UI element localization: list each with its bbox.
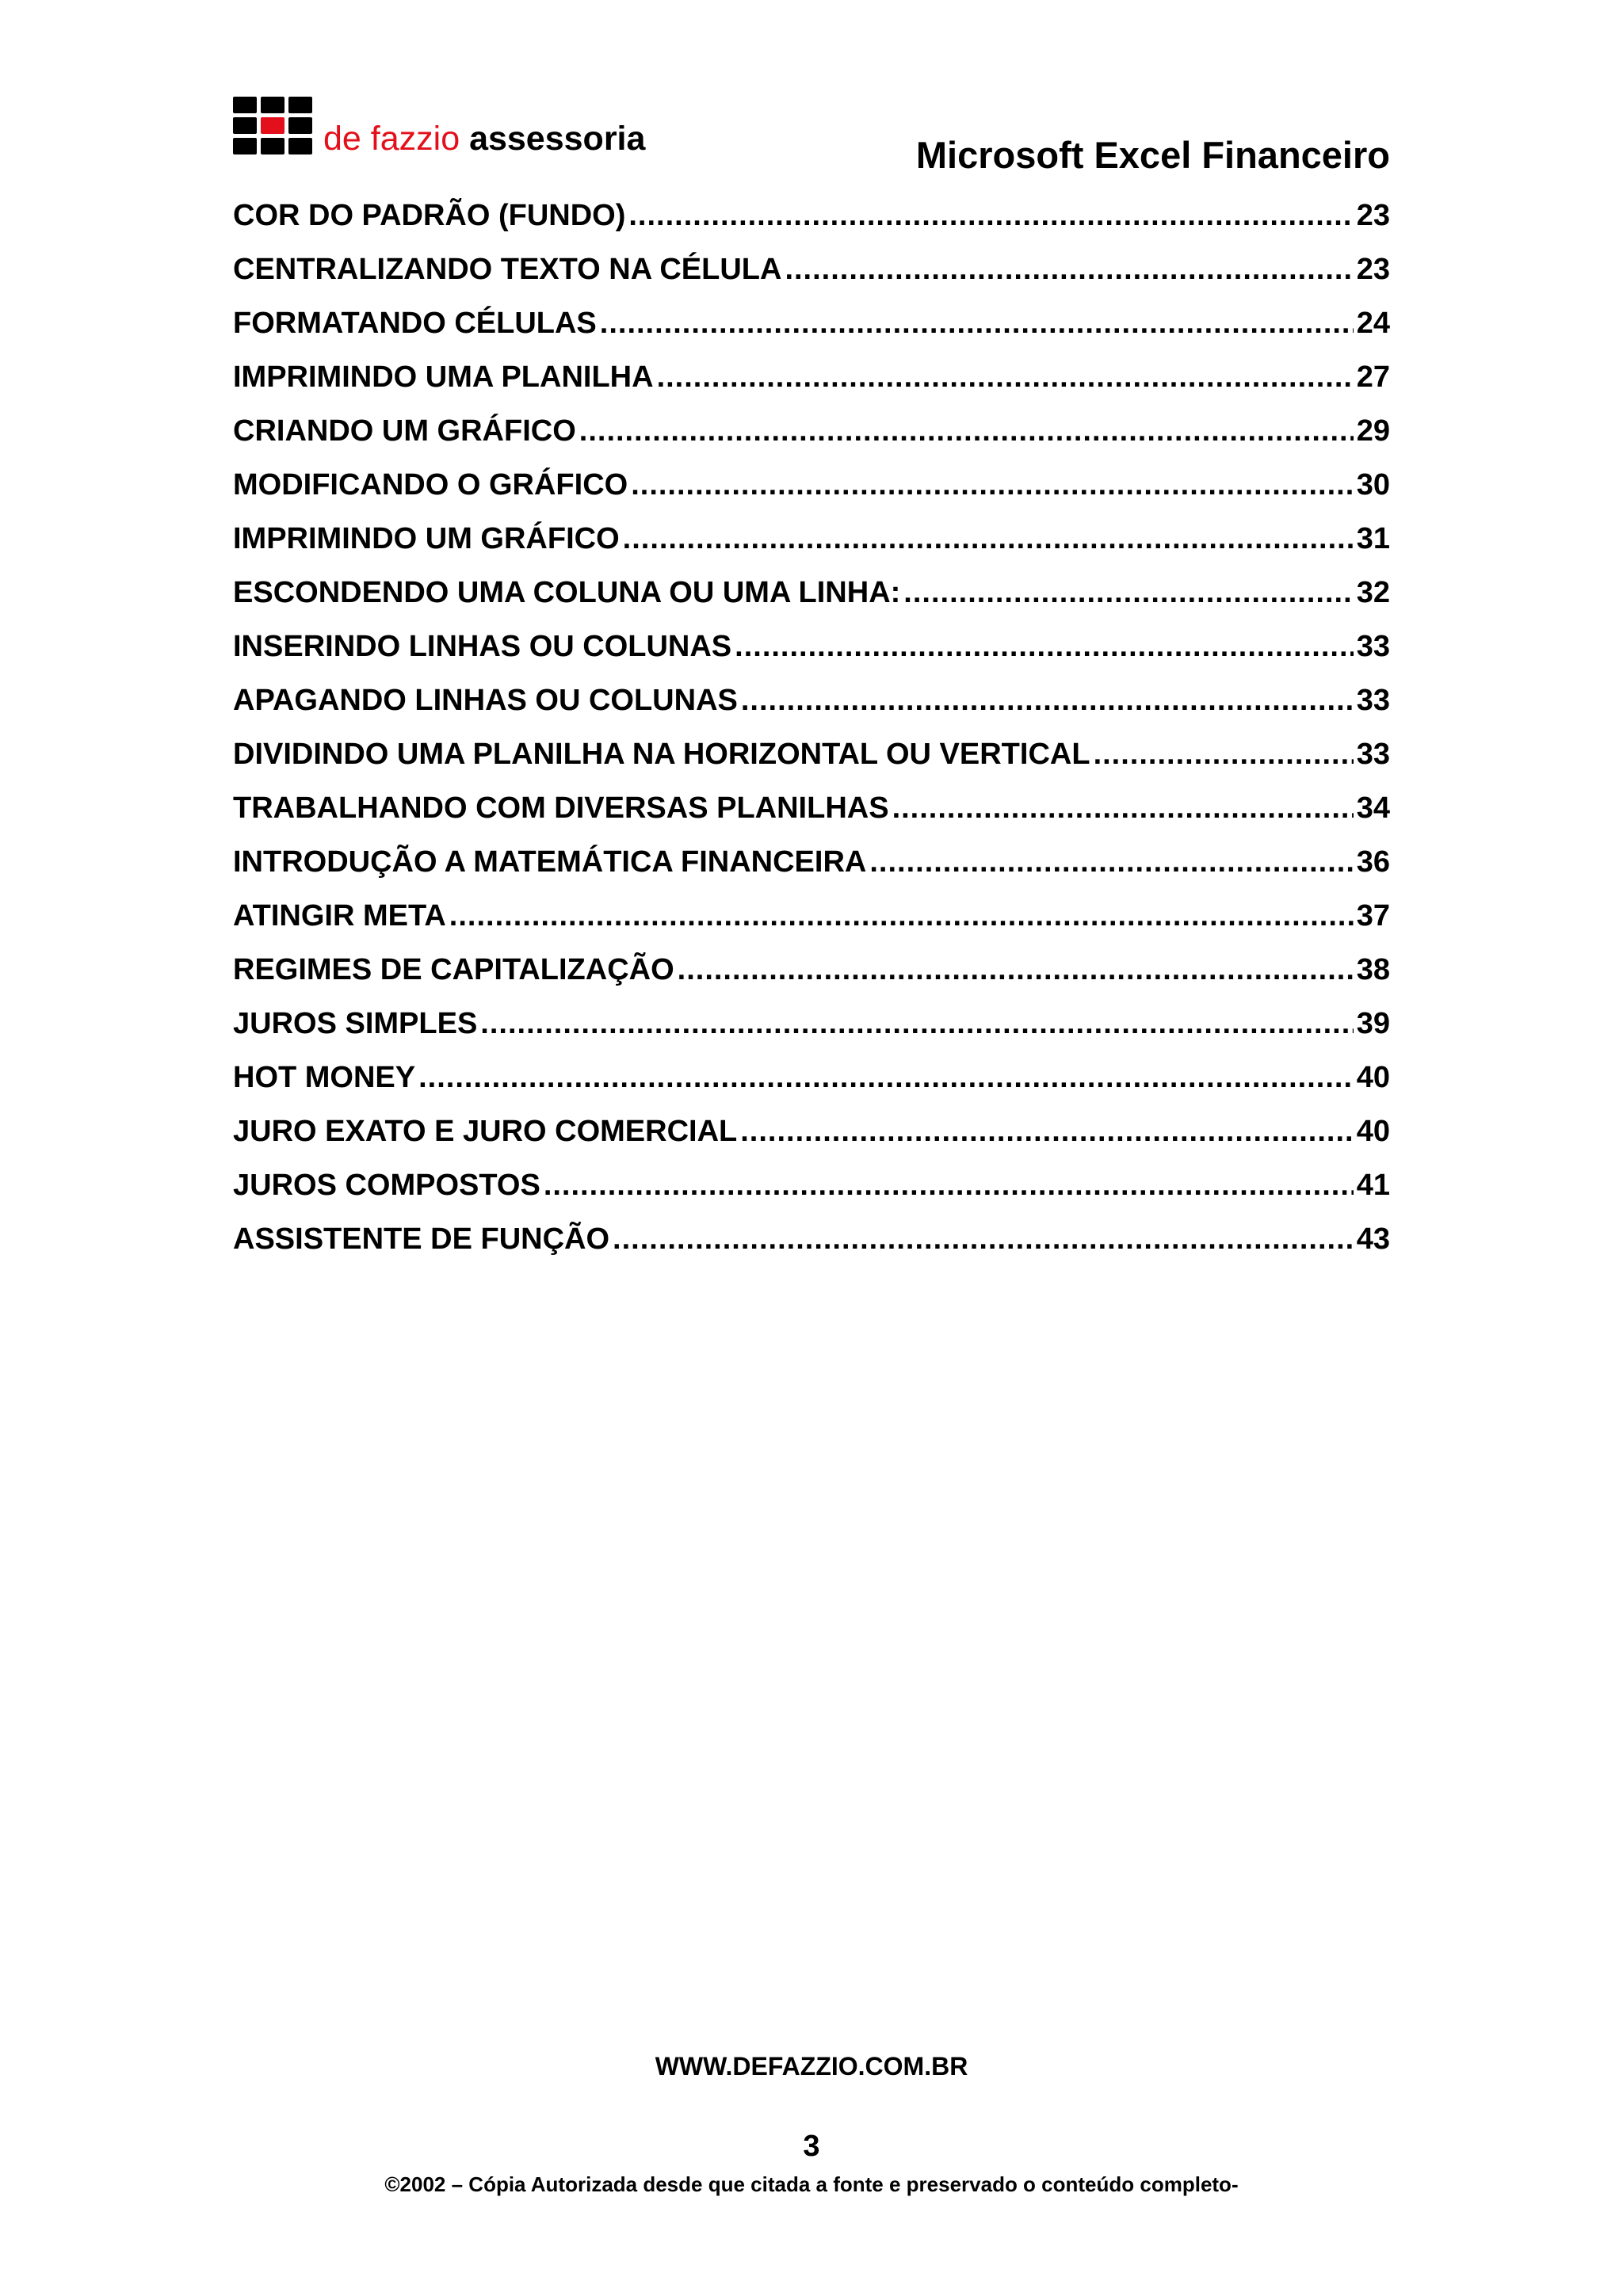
toc-entry-page: 30 [1356,467,1390,502]
toc-dot-leader [735,630,1354,664]
toc-entry-label: JURO EXATO E JURO COMERCIAL [233,1114,738,1148]
toc-dot-leader [613,1222,1354,1257]
toc-dot-leader [579,414,1354,448]
table-of-contents [233,189,1390,1266]
toc-entry[interactable] [233,404,1390,458]
toc-entry[interactable] [233,566,1390,620]
toc-entry-page: 24 [1356,306,1390,340]
toc-entry-label: JUROS COMPOSTOS [233,1168,540,1202]
toc-dot-leader [418,1061,1354,1095]
toc-entry[interactable] [233,997,1390,1051]
toc-entry[interactable] [233,889,1390,943]
document-title: Microsoft Excel Financeiro [915,134,1390,176]
toc-dot-leader [785,253,1353,287]
toc-entry-label: INTRODUÇÃO A MATEMÁTICA FINANCEIRA [233,845,867,879]
logo-text-part-2: assessoria [469,120,646,158]
toc-dot-leader [892,791,1354,826]
toc-entry-label: ASSISTENTE DE FUNÇÃO [233,1222,610,1256]
toc-entry-label: REGIMES DE CAPITALIZAÇÃO [233,952,674,986]
toc-entry-label: IMPRIMINDO UMA PLANILHA [233,360,654,394]
company-logo [233,97,646,158]
toc-entry-label: INSERINDO LINHAS OU COLUNAS [233,629,732,663]
toc-entry-page: 43 [1356,1222,1390,1256]
toc-entry-page: 27 [1356,360,1390,394]
toc-dot-leader [631,468,1354,502]
toc-entry-label: HOT MONEY [233,1060,416,1094]
toc-entry-label: MODIFICANDO O GRÁFICO [233,467,628,502]
toc-entry-page: 33 [1356,737,1390,771]
toc-entry-label: DIVIDINDO UMA PLANILHA NA HORIZONTAL OU VERTICAL [233,737,1090,771]
logo-grid-icon [233,97,312,154]
toc-entry-page: 39 [1356,1006,1390,1040]
toc-entry-page: 23 [1356,252,1390,286]
toc-entry[interactable] [233,512,1390,566]
toc-entry-page: 36 [1356,845,1390,879]
toc-entry-page: 33 [1356,629,1390,663]
toc-dot-leader [600,307,1354,341]
toc-entry-label: ESCONDENDO UMA COLUNA OU UMA LINHA: [233,575,901,609]
toc-entry[interactable] [233,1212,1390,1266]
toc-entry-page: 37 [1356,898,1390,933]
toc-dot-leader [544,1169,1354,1203]
toc-entry[interactable] [233,620,1390,673]
toc-dot-leader [1094,738,1354,772]
toc-entry[interactable] [233,727,1390,781]
toc-entry[interactable] [233,242,1390,296]
page-number: 3 [803,2130,820,2163]
toc-dot-leader [623,522,1354,556]
toc-entry-page: 29 [1356,414,1390,448]
toc-entry[interactable] [233,943,1390,997]
toc-entry[interactable] [233,296,1390,350]
toc-entry-page: 23 [1356,198,1390,232]
toc-entry-page: 31 [1356,521,1390,555]
toc-entry[interactable] [233,189,1390,242]
toc-entry-label: COR DO PADRÃO (FUNDO) [233,198,626,232]
toc-entry[interactable] [233,781,1390,835]
toc-entry-label: CENTRALIZANDO TEXTO NA CÉLULA [233,252,782,286]
toc-entry-page: 33 [1356,683,1390,717]
logo-text-part-1: de fazzio [323,120,460,158]
toc-entry-page: 40 [1356,1060,1390,1094]
toc-dot-leader [740,1115,1353,1149]
toc-entry-page: 34 [1356,791,1390,825]
footer-url: WWW.DEFAZZIO.COM.BR [655,2052,968,2081]
toc-entry-label: ATINGIR META [233,898,446,933]
toc-entry-page: 41 [1356,1168,1390,1202]
toc-dot-leader [628,199,1353,233]
toc-entry[interactable] [233,350,1390,404]
toc-entry[interactable] [233,1104,1390,1158]
toc-entry-label: JUROS SIMPLES [233,1006,478,1040]
toc-entry[interactable] [233,1051,1390,1104]
toc-entry-label: APAGANDO LINHAS OU COLUNAS [233,683,738,717]
copyright-notice: ©2002 – Cópia Autorizada desde que citada a fonte e preservado o conteúdo completo- [384,2172,1239,2196]
toc-entry[interactable] [233,458,1390,512]
toc-dot-leader [903,576,1353,610]
toc-dot-leader [657,360,1354,395]
toc-entry-page: 38 [1356,952,1390,986]
toc-entry-page: 32 [1356,575,1390,609]
toc-dot-leader [480,1007,1353,1041]
toc-dot-leader [678,953,1354,987]
toc-entry[interactable] [233,1158,1390,1212]
toc-dot-leader [869,845,1353,879]
toc-dot-leader [741,684,1354,718]
toc-entry-label: TRABALHANDO COM DIVERSAS PLANILHAS [233,791,889,825]
toc-entry-page: 40 [1356,1114,1390,1148]
toc-entry[interactable] [233,673,1390,727]
toc-entry-label: CRIANDO UM GRÁFICO [233,414,576,448]
toc-entry-label: IMPRIMINDO UM GRÁFICO [233,521,620,555]
toc-entry[interactable] [233,835,1390,889]
toc-dot-leader [449,899,1354,933]
logo-text [323,122,645,156]
toc-entry-label: FORMATANDO CÉLULAS [233,306,597,340]
